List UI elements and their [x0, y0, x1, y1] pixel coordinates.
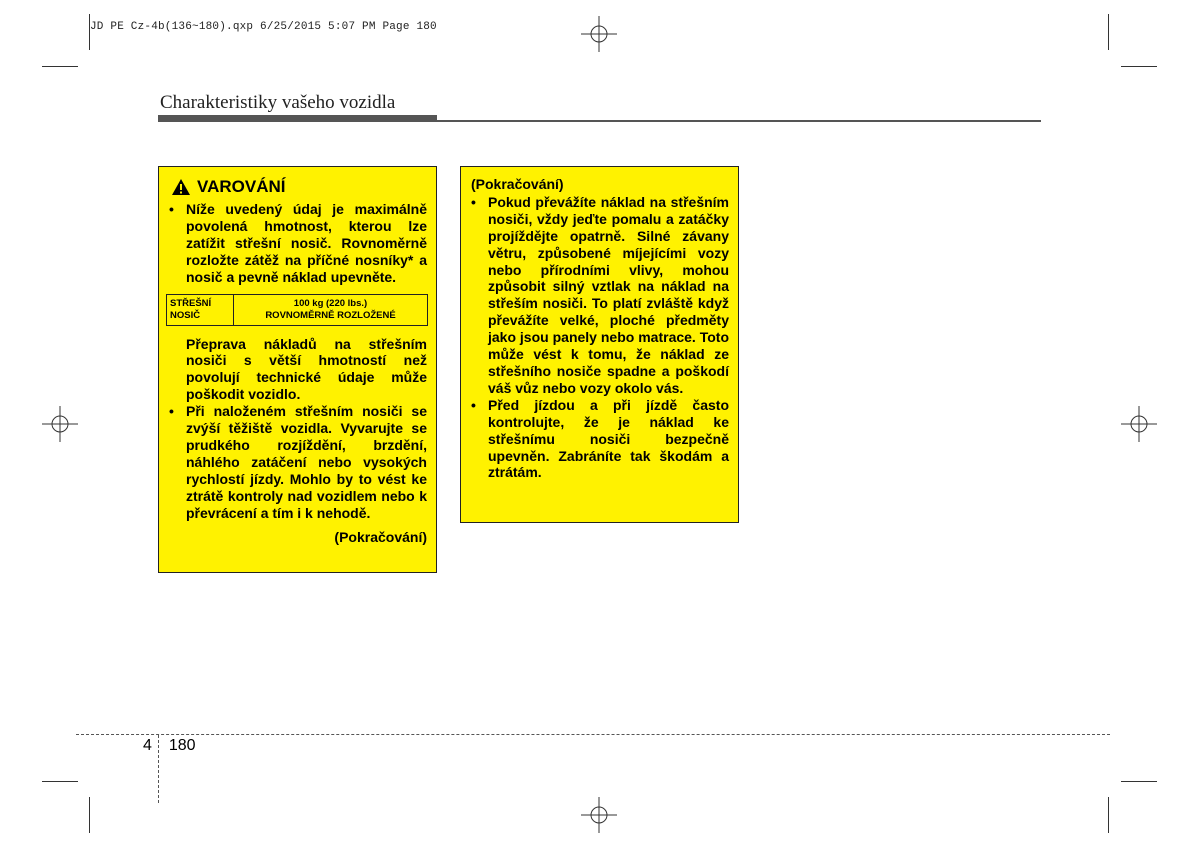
title-rule-thin — [437, 120, 1041, 122]
table-label-line: NOSIČ — [170, 309, 201, 321]
registration-mark-icon — [42, 406, 78, 442]
continued-label: (Pokračování) — [334, 528, 427, 545]
table-label-cell — [167, 294, 234, 325]
warning-box-right — [460, 166, 739, 523]
page-number — [143, 737, 196, 755]
warning-triangle-icon — [171, 178, 191, 196]
table-label-line: STŘEŠNÍ — [170, 297, 212, 309]
warning-bullet: • Při naloženém střešním nosiči se zvýší těžiště vozidla. Vyvarujte se prudkého rozjíždění, brzdění, náhlého zatáčení nebo vysokých rychlostí jízdy. Mohlo by to vést ke ztrátě kontroly nad vozidlem nebo k převrácení a tím i k nehodě. — [169, 403, 427, 521]
continued-label: (Pokračování) — [471, 176, 564, 192]
warning-bullet-text: Při naloženém střešním nosiči se zvýší těžiště vozidla. Vyvarujte se prudkého rozjíždění, brzdění, náhlého zatáčení nebo vysokých rychlostí jízdy. Mohlo by to vést ke ztrátě kontroly nad vozidlem nebo k převrácení a tím i k nehodě. — [186, 403, 427, 521]
section-title: Charakteristiky vašeho vozidla — [160, 92, 396, 113]
warning-bullet-text: Pokud převážíte náklad na střešním nosiči, vždy jeďte pomalu a zatáčky projíždějte opatrně. Silné závany větru, způsobené míjejícími vozy nebo přírodními vlivy, mohou způsobit silný vztlak na náklad na střeším nosiči. To platí zvláště když převážíte velké, ploché předměty jako jsou panely nebo matrace. Toto může vést k tomu, že náklad ze střešního nosiče spadne a poškodí váš vůz nebo vozy okolo vás. — [488, 193, 729, 396]
warning-bullet-text: Níže uvedený údaj je maximálně povolená hmotnost, kterou lze zatížit střešní nosič. Rovnoměrně rozložte zátěž na příčné nosníky* a nosič a pevně náklad upevněte. — [186, 201, 427, 285]
warning-bullet: • Před jízdou a při jízdě často kontrolujte, že je náklad ke střešnímu nosiči bezpečně upevněn. Zabráníte tak škodám a ztrátám. — [471, 396, 729, 481]
warning-title: VAROVÁNÍ — [197, 176, 286, 196]
chapter-number: 4 — [143, 737, 152, 754]
registration-mark-icon — [581, 16, 617, 52]
roof-rack-load-table — [166, 294, 428, 326]
page-number-value: 180 — [168, 737, 196, 754]
registration-mark-icon — [1121, 406, 1157, 442]
table-value-line: ROVNOMĚRNĚ ROZLOŽENÉ — [265, 309, 396, 321]
print-header: JD PE Cz-4b(136~180).qxp 6/25/2015 5:07 PM Page 180 — [90, 21, 437, 33]
warning-bullet-text: Před jízdou a při jízdě často kontrolujte, že je náklad ke střešnímu nosiči bezpečně upevněn. Zabráníte tak škodám a ztrátám. — [488, 396, 729, 481]
registration-mark-icon — [581, 797, 617, 833]
warning-box-left — [158, 166, 437, 573]
footer-rule — [76, 734, 1110, 735]
warning-bullet: • Níže uvedený údaj je maximálně povolená hmotnost, kterou lze zatížit střešní nosič. Rovnoměrně rozložte zátěž na příčné nosníky* a nosič a pevně náklad upevněte. — [169, 201, 427, 285]
table-value-line: 100 kg (220 lbs.) — [293, 297, 368, 309]
warning-bullet: • Pokud převážíte náklad na střešním nosiči, vždy jeďte pomalu a zatáčky projíždějte opatrně. Silné závany větru, způsobené míjejícími vozy nebo přírodními vlivy, mohou způsobit silný vztlak na náklad na střeším nosiči. To platí zvláště když převážíte velké, ploché předměty jako jsou panely nebo matrace. Toto může vést k tomu, že náklad ze střešního nosiče spadne a poškodí váš vůz nebo vozy okolo vás. — [471, 193, 729, 396]
warning-paragraph: Přeprava nákladů na střešním nosiči s větší hmotností než povolují technické údaje může poškodit vozidlo. — [186, 335, 427, 403]
warning-heading — [171, 178, 427, 196]
table-value-cell — [234, 294, 428, 325]
title-rule-thick — [158, 115, 437, 122]
